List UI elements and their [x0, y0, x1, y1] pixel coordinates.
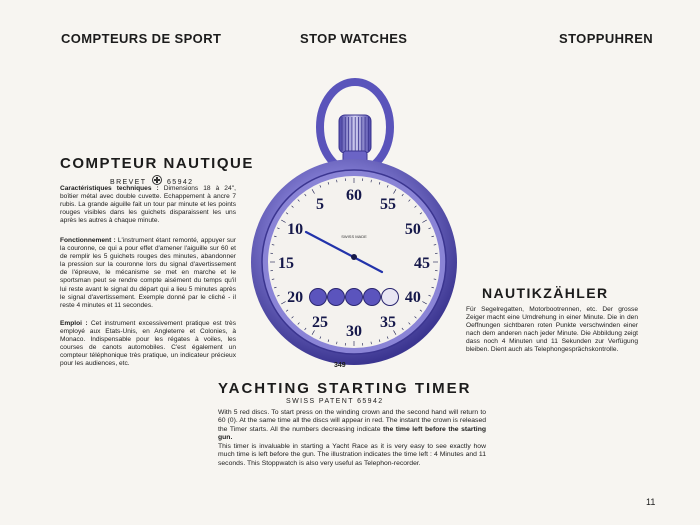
minute-window-empty [382, 289, 399, 306]
func-text: L'instrument étant remonté, appuyer sur la couronne, ce qui a pour effet d'amener l'aiguille sur 60 et de remplir les 5 guichets rouges des minutes, abandonner la pression sur la couronne lors du signal d'avertissement de l'épreuve, le mécanisme se met en marche et le sportsman peut se rendre compte aisément du temps qu'il lui reste avant le signal du départ qui a lieu 5 minutes après le signal d'avertissement. Exemple donné par le cliché - il reste 4 minutes et 11 secondes. [60, 237, 236, 309]
header-left: COMPTEURS DE SPORT [61, 31, 222, 46]
minute-window [346, 289, 363, 306]
minute-window [328, 289, 345, 306]
figure-number: 349 [334, 362, 346, 369]
dial-number: 40 [404, 289, 421, 306]
english-paragraph-1 [218, 409, 486, 442]
dial-number: 15 [278, 255, 294, 272]
patent-label: BREVET [110, 179, 147, 186]
dial-number: 45 [414, 255, 430, 272]
dial-number: 10 [287, 221, 304, 238]
dial-number: 25 [312, 313, 328, 331]
dial-number: 20 [287, 289, 304, 306]
dial-number: 5 [316, 196, 324, 214]
dial-number: 35 [380, 313, 396, 331]
english-text-1a: With 5 red discs. To start press on the winding crown and the second hand will return to 60 (0). At the same time all the discs will appear in red. The instant the crown is released the Timer starts. All the numbers decreasing indicate [218, 409, 486, 433]
dial-number: 55 [380, 196, 396, 214]
english-paragraph-2: This timer is invaluable in starting a Yacht Race as it is very easy to see exactly how much time is left before the gun. The illustration indicates the time left : 4 Minutes and 11 seconds. This Stoppwatch is also very useful as Telephon-recorder. [218, 443, 486, 467]
header-right: STOPPUHREN [559, 31, 654, 46]
patent-number: 65942 [167, 179, 194, 186]
use-text: Cet instrument excessivement pratique est très employé aux Etats-Unis, en Angleterre et Colonies, à Monaco. Indispensable pour les régates à voiles, les courses de canots automobiles. C'est également un compteur téléphonique très pratique, un indicateur précieux pour les audiences, etc. [60, 320, 236, 368]
english-title: YACHTING STARTING TIMER [218, 380, 472, 397]
english-patent: SWISS PATENT 65942 [286, 398, 384, 405]
use-label: Emploi : [60, 320, 88, 327]
func-label: Fonctionnement : [60, 237, 116, 244]
tech-label: Caractéristiques techniques : [60, 185, 159, 192]
hand-pivot [351, 254, 357, 260]
dial-number: 60 [346, 187, 362, 204]
tech-text: Dimensions 18 à 24'', boîtier métal avec double cuvette. Echappement à ancre 7 rubis. La grande aiguille fait un tour par minute et les points rouges visibles dans les guichets disparaissent les uns après les autres à chaque minute. [60, 185, 236, 225]
header-middle: STOP WATCHES [300, 31, 408, 46]
english-text-1b: the time left before the starting gun. [218, 425, 486, 441]
german-paragraph: Für Segelregatten, Motorbootrennen, etc. Der grosse Zeiger macht eine Umdrehung in einer Minute. Die in den Oeffnungen sichtbaren roten Punkte verschwinden einer nach dem anderen nach jeder Minute. Die Abbildung zeigt dass noch 4 Minuten und 11 Sekunden zur Verfügung bleiben. Dient auch als Telephongesprächskontrolle. [466, 306, 638, 354]
minute-windows [310, 289, 399, 306]
watch-brand: SWISS MADE [341, 234, 367, 239]
page-number: 11 [646, 497, 656, 507]
minute-window [364, 289, 381, 306]
dial-number: 50 [404, 221, 421, 238]
german-title: NAUTIKZÄHLER [482, 285, 609, 301]
minute-window [310, 289, 327, 306]
dial-number: 30 [346, 323, 362, 340]
french-title: COMPTEUR NAUTIQUE [60, 155, 254, 172]
